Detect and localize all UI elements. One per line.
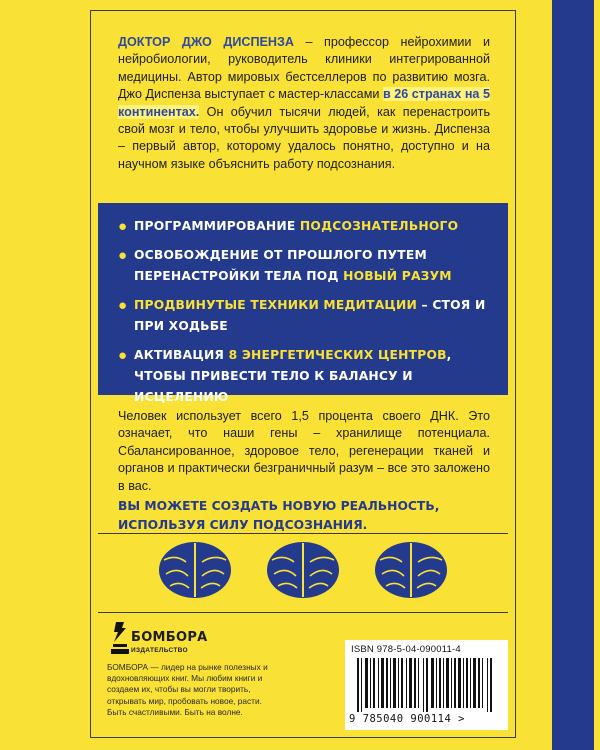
divider-bottom [98, 612, 508, 613]
description-paragraph: Человек использует всего 1,5 процента своего ДНК. Это означает, что наши гены – хранилище потенциала. Сбалансированное, здоровое тело, регенерации тканей и органов и практически безграничный разум – все это заложено в вас. [118, 409, 490, 493]
brain-icon [264, 540, 342, 600]
book-spine [552, 0, 594, 750]
barcode-digits: 9 785040 900114 > [349, 713, 465, 725]
author-bio-text-1: – профессор нейрохимии и нейробиологии, руководитель клиники интегрированной медицины. Автор мировых бестселлеров по развитию мозга. Джо Диспенза выступает с мастер-классами [118, 35, 490, 102]
brain-icon [156, 540, 234, 600]
bullet-icon: ● [118, 218, 128, 235]
publisher-description: БОМБОРА — лидер на рынке полезных и вдохновляющих книг. Мы любим книги и создаем их, чтобы вы могли творить, открывать мир, пробовать новое, расти. Быть счастливыми. Быть на волне. [107, 662, 268, 717]
bullet-icon: ● [118, 297, 128, 314]
features-panel [98, 203, 508, 404]
feature-text: ОСВОБОЖДЕНИЕ ОТ ПРОШЛОГО ПУТЕМ ПЕРЕНАСТРОЙКИ ТЕЛА ПОД НОВЫЙ РАЗУМ [134, 248, 452, 283]
feature-item [118, 345, 492, 408]
author-name: ДОКТОР ДЖО ДИСПЕНЗА [118, 35, 295, 49]
feature-item [118, 295, 492, 337]
publisher-logo-icon [110, 620, 130, 656]
bullet-icon: ● [118, 247, 128, 264]
feature-item [118, 216, 492, 237]
author-bio-text-2: Он обучил тысячи людей, как перенастроить свой мозг и тело, чтобы улучшить здоровье и жизнь. Диспенза – первый автор, которому удалось понятно, доступно и на научном языке объяснить работу подсознания. [118, 104, 490, 171]
author-bio-highlight: в 26 странах на 5 континентах. [118, 87, 490, 119]
brain-illustrations [98, 540, 508, 606]
publisher-name: БОМБОРА [131, 630, 208, 645]
publisher-subtitle: ИЗДАТЕЛЬСТВО [131, 647, 188, 654]
barcode [345, 640, 508, 730]
tagline: ВЫ МОЖЕТЕ СОЗДАТЬ НОВУЮ РЕАЛЬНОСТЬ, ИСПОЛЬЗУЯ СИЛУ ПОДСОЗНАНИЯ. [118, 499, 440, 532]
divider-top [98, 533, 508, 534]
feature-text: АКТИВАЦИЯ 8 ЭНЕРГЕТИЧЕСКИХ ЦЕНТРОВ, ЧТОБЫ ПРИВЕСТИ ТЕЛО К БАЛАНСУ И ИСЦЕЛЕНИЮ [134, 348, 452, 404]
barcode-bars [357, 658, 497, 712]
bullet-icon: ● [118, 347, 128, 364]
brain-icon [372, 540, 450, 600]
feature-item [118, 245, 492, 287]
feature-text: ПРОДВИНУТЫЕ ТЕХНИКИ МЕДИТАЦИИ – СТОЯ И ПРИ ХОДЬБЕ [134, 298, 486, 333]
isbn-number: ISBN 978-5-04-090011-4 [351, 644, 461, 655]
author-bio [118, 34, 490, 173]
feature-text: ПРОГРАММИРОВАНИЕ ПОДСОЗНАТЕЛЬНОГО [134, 219, 459, 233]
